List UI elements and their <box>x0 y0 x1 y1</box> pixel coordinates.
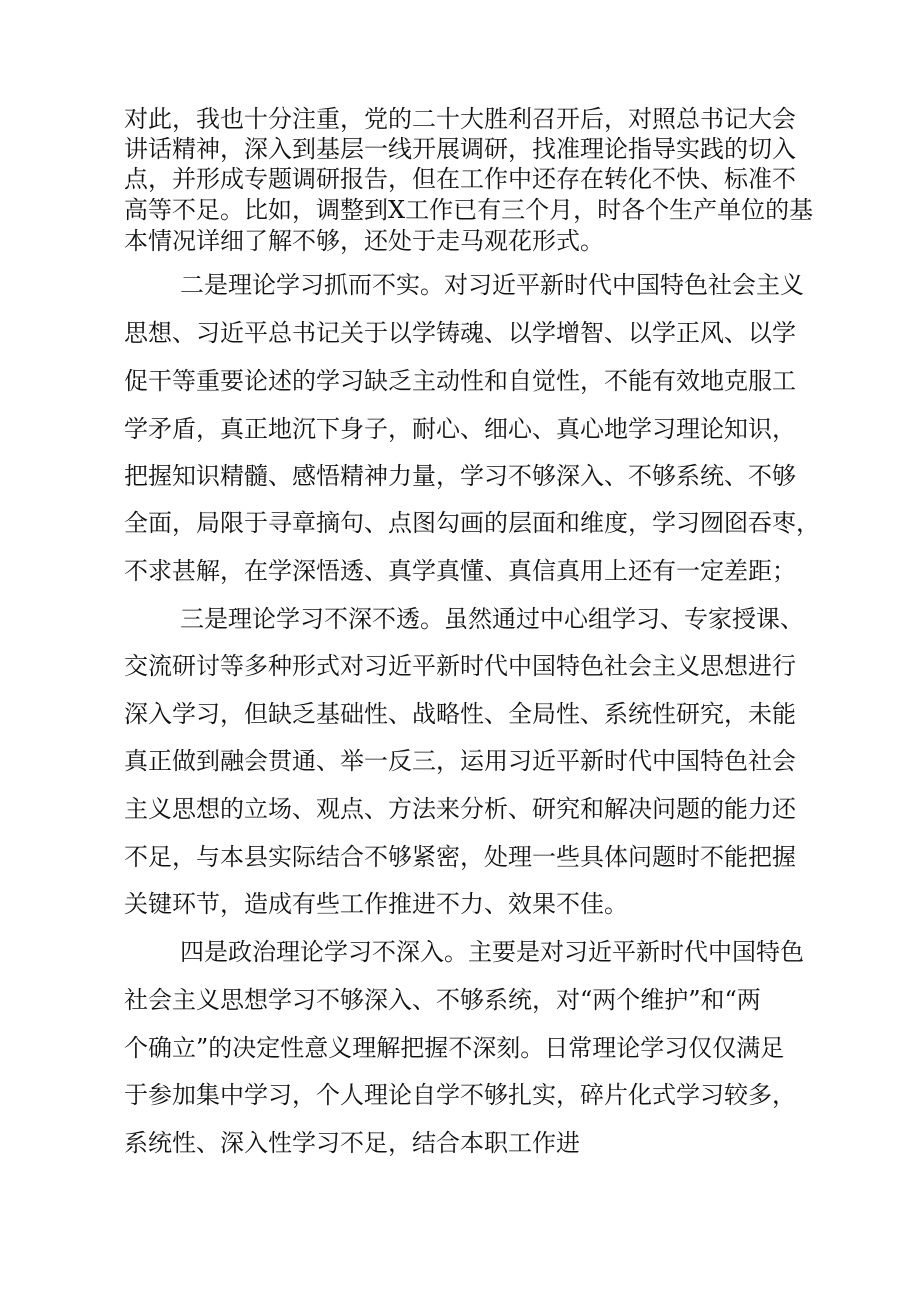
text-line: 社会主义思想学习不够深入、不够系统，对“两个维护”和“两 <box>124 986 761 1014</box>
text-line: 真正做到融会贯通、举一反三，运用习近平新时代中国特色社会 <box>124 747 796 775</box>
text-line: 高等不足。比如，调整到X工作已有三个月，时各个生产单位的基 <box>124 196 814 224</box>
text-line: 于参加集中学习，个人理论自学不够扎实，碎片化式学习较多， <box>124 1081 796 1109</box>
text-line: 全面，局限于寻章摘句、点图勾画的层面和维度，学习囫囵吞枣， <box>124 509 820 537</box>
text-line: 不足，与本县实际结合不够紧密，处理一些具体问题时不能把握 <box>124 843 796 871</box>
text-line: 点，并形成专题调研报告，但在工作中还存在转化不快、标准不 <box>124 165 796 193</box>
text-line: 深入学习，但缺乏基础性、战略性、全局性、系统性研究，未能 <box>124 700 796 728</box>
text-line: 主义思想的立场、观点、方法来分析、研究和解决问题的能力还 <box>124 795 796 823</box>
text-line: 系统性、深入性学习不足，结合本职工作进 <box>124 1129 580 1157</box>
text-line: 三是理论学习不深不透。虽然通过中心组学习、专家授课、 <box>180 605 804 633</box>
text-line: 二是理论学习抓而不实。对习近平新时代中国特色社会主义 <box>180 271 804 299</box>
text-line: 不求甚解，在学深悟透、真学真懂、真信真用上还有一定差距； <box>124 557 796 585</box>
text-line: 本情况详细了解不够，还处于走马观花形式。 <box>124 227 604 255</box>
text-line: 把握知识精髓、感悟精神力量，学习不够深入、不够系统、不够 <box>124 462 796 490</box>
text-line: 对此，我也十分注重，党的二十大胜利召开后，对照总书记大会 <box>124 105 796 133</box>
text-line: 促干等重要论述的学习缺乏主动性和自觉性，不能有效地克服工 <box>124 367 796 395</box>
text-line: 四是政治理论学习不深入。主要是对习近平新时代中国特色 <box>180 938 804 966</box>
text-line: 交流研讨等多种形式对习近平新时代中国特色社会主义思想进行 <box>124 652 796 680</box>
text-line: 思想、习近平总书记关于以学铸魂、以学增智、以学正风、以学 <box>124 319 796 347</box>
text-line: 学矛盾，真正地沉下身子，耐心、细心、真心地学习理论知识， <box>124 415 796 443</box>
text-line: 关键环节，造成有些工作推进不力、效果不佳。 <box>124 890 628 918</box>
text-line: 个确立”的决定性意义理解把握不深刻。日常理论学习仅仅满足 <box>124 1034 785 1062</box>
text-line: 讲话精神，深入到基层一线开展调研，找准理论指导实践的切入 <box>124 135 796 163</box>
